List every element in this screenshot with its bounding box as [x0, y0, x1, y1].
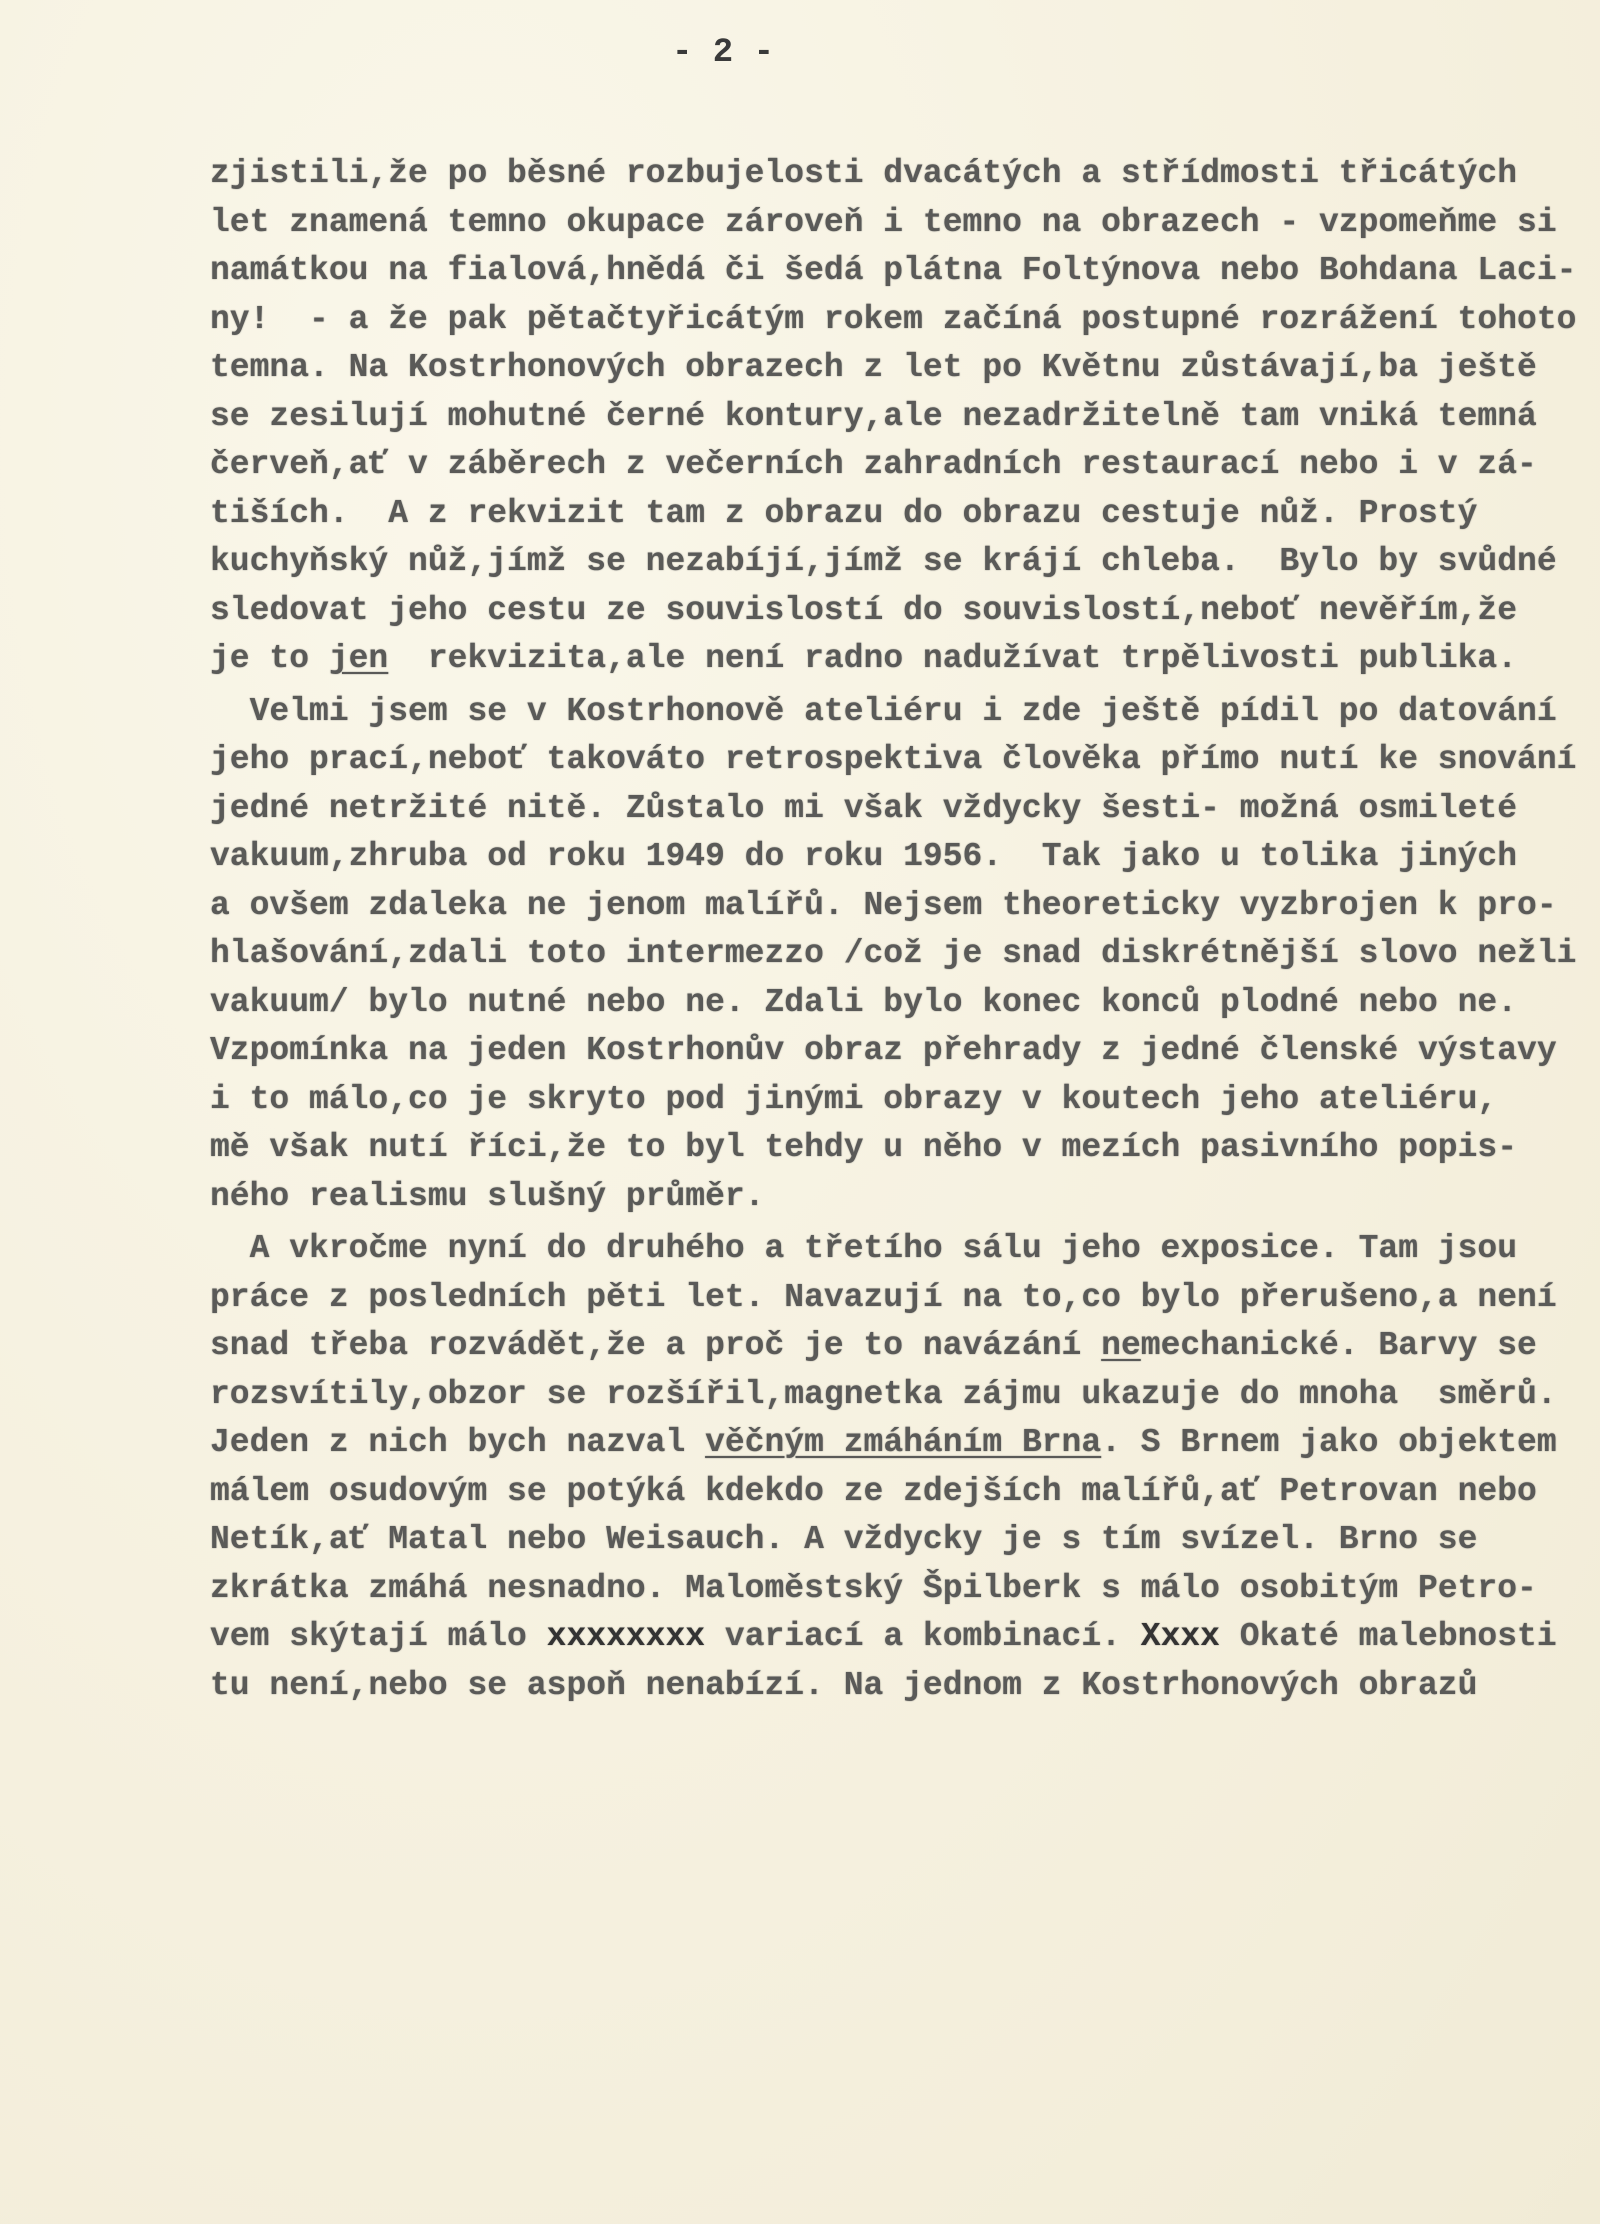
text-segment: Vzpomínka na jeden Kostrhonův obraz přehrady z jedné členské výstavy — [210, 1032, 1557, 1069]
text-line — [210, 247, 1590, 296]
text-segment: rozsvítily,obzor se rozšířil,magnetka zájmu ukazuje do mnoha směrů. — [210, 1375, 1557, 1413]
text-segment: jeho prací,neboť takováto retrospektiva člověka přímo nutí ke snování — [210, 741, 1577, 778]
text-line — [210, 199, 1590, 248]
text-segment: Jeden z nich bych nazval — [210, 1424, 706, 1461]
text-line — [210, 1516, 1590, 1565]
text-segment: A vkročme nyní do druhého a třetího sálu jeho exposice. Tam jsou — [210, 1230, 1518, 1267]
text-line — [210, 1468, 1590, 1517]
text-line — [210, 736, 1590, 785]
text-segment: mě však nutí říci,že to byl tehdy u něho v mezích pasivního popis- — [210, 1129, 1518, 1166]
text-line — [210, 1565, 1590, 1614]
text-segment: i to málo,co je skryto pod jinými obrazy v koutech jeho ateliéru, — [210, 1080, 1498, 1118]
text-segment: ny! - a že pak pětačtyřicátým rokem začíná postupné rozrážení tohoto — [210, 300, 1577, 338]
text-line — [210, 882, 1590, 931]
text-segment: zjistili,že po běsné rozbujelosti dvacátých a střídmosti třicátých — [210, 155, 1518, 192]
text-line — [210, 1124, 1590, 1173]
text-line — [210, 296, 1590, 345]
text-line — [210, 1662, 1590, 1711]
text-segment: tu není,nebo se aspoň nenabízí. Na jednom z Kostrhonových obrazů — [210, 1666, 1478, 1704]
text-line — [210, 785, 1590, 834]
text-line — [210, 1173, 1590, 1222]
text-line — [210, 1419, 1590, 1468]
text-line — [210, 1322, 1590, 1371]
text-segment: temna. Na Kostrhonových obrazech z let po Květnu zůstávají,ba ještě — [210, 349, 1537, 386]
text-line — [210, 490, 1590, 539]
struck-out-text: Xxxx — [1140, 1618, 1220, 1655]
text-segment: málem osudovým se potýká kdekdo ze zdejších malířů,ať Petrovan nebo — [210, 1472, 1537, 1510]
text-segment: sledovat jeho cestu ze souvislostí do souvislostí,neboť nevěřím,že — [210, 591, 1518, 629]
text-segment: práce z posledních pěti let. Navazují na to,co bylo přerušeno,a není — [210, 1278, 1557, 1316]
text-line — [210, 1274, 1590, 1323]
text-line — [210, 833, 1590, 882]
text-segment: Netík,ať Matal nebo Weisauch. A vždycky je s tím svízel. Brno se — [210, 1521, 1478, 1558]
text-segment: jedné netržité nitě. Zůstalo mi však vždycky šesti- možná osmileté — [210, 789, 1518, 827]
text-segment: je to — [210, 640, 329, 677]
page-number: - 2 - — [672, 34, 775, 72]
text-line — [210, 1225, 1590, 1274]
text-segment: vem skýtají málo — [210, 1618, 547, 1655]
text-segment: Okaté malebnosti — [1219, 1618, 1557, 1655]
text-line — [210, 635, 1590, 684]
text-segment: vakuum/ bylo nutné nebo ne. Zdali bylo konec konců plodné nebo ne. — [210, 983, 1518, 1021]
text-segment: let znamená temno okupace zároveň i temno na obrazech - vzpomeňme si — [210, 203, 1557, 241]
text-segment: snad třeba rozvádět,že a proč je to navázání — [210, 1327, 1102, 1364]
text-segment: mechanické. Barvy se — [1140, 1327, 1537, 1364]
text-segment: . S Brnem jako objektem — [1101, 1424, 1557, 1461]
text-segment: rekvizita,ale není radno nadužívat trpělivosti publika. — [388, 640, 1518, 677]
text-line — [210, 441, 1590, 490]
underlined-text: jen — [328, 640, 389, 677]
text-line — [210, 688, 1590, 737]
text-line — [210, 538, 1590, 587]
struck-out-text: xxxxxxxx — [546, 1618, 706, 1655]
text-line — [210, 930, 1590, 979]
text-line — [210, 587, 1590, 636]
text-line — [210, 393, 1590, 442]
text-segment: tiších. A z rekvizit tam z obrazu do obrazu cestuje nůž. Prostý — [210, 494, 1478, 532]
text-segment: vakuum,zhruba od roku 1949 do roku 1956. Tak jako u tolika jiných — [210, 838, 1518, 875]
text-line — [210, 344, 1590, 393]
text-segment: se zesilují mohutné černé kontury,ale nezadržitelně tam vniká temná — [210, 397, 1537, 435]
underlined-text: věčným zmáháním Brna — [705, 1424, 1102, 1461]
text-segment: kuchyňský nůž,jímž se nezabíjí,jímž se krájí chleba. Bylo by svůdné — [210, 543, 1557, 580]
text-segment: červeň,ať v záběrech z večerních zahradních restaurací nebo i v zá- — [210, 446, 1537, 483]
text-line — [210, 1027, 1590, 1076]
text-segment: a ovšem zdaleka ne jenom malířů. Nejsem theoreticky vyzbrojen k pro- — [210, 886, 1557, 924]
text-line — [210, 1076, 1590, 1125]
text-segment: ného realismu slušný průměr. — [210, 1177, 765, 1215]
underlined-text: ne — [1101, 1327, 1141, 1364]
text-segment: zkrátka zmáhá nesnadno. Maloměstský Špilberk s málo osobitým Petro- — [210, 1569, 1537, 1607]
text-segment: namátkou na fialová,hnědá či šedá plátna Foltýnova nebo Bohdana Laci- — [210, 252, 1577, 289]
text-line — [210, 979, 1590, 1028]
text-line — [210, 1371, 1590, 1420]
text-segment: hlašování,zdali toto intermezzo /což je snad diskrétnější slovo nežli — [210, 935, 1577, 972]
text-segment: variací a kombinací. — [705, 1618, 1141, 1655]
text-line — [210, 1613, 1590, 1662]
typewritten-text — [210, 150, 1590, 1710]
text-line — [210, 150, 1590, 199]
text-segment: Velmi jsem se v Kostrhonově ateliéru i zde ještě pídil po datování — [210, 692, 1557, 730]
